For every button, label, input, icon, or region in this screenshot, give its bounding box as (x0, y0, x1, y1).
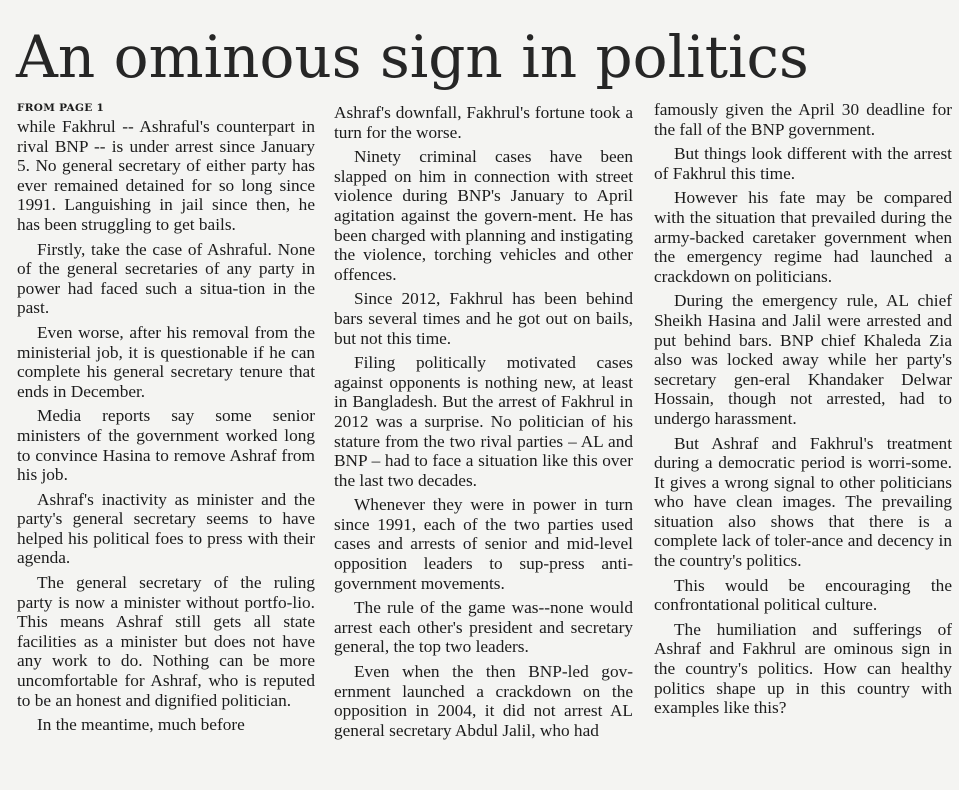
paragraph: The humiliation and sufferings of Ashraf and Fakhrul are ominous sign in the country's politics. How can healthy politics shape up in this country with examples like this? (654, 619, 952, 718)
article-column-2 (334, 103, 633, 745)
paragraph: The general secretary of the ruling party is now a minister without portfo-lio. This means Ashraf still gets all state facilities as a minister but does not have any work to do. Nothing can be more uncomfortable for Ashraf, who is reputed to be an honest and dignified politician. (17, 573, 315, 710)
paragraph: Ashraf's inactivity as minister and the party's general secretary seems to have helped his political foes to press with their agenda. (17, 489, 315, 568)
paragraph: Ashraf's downfall, Fakhrul's fortune took a turn for the worse. (334, 103, 633, 142)
paragraph: Whenever they were in power in turn since 1991, each of the two parties used cases and arrests of senior and mid-level opposition leaders to sup-press anti-government movements. (334, 495, 633, 593)
paragraph: The rule of the game was--none would arrest each other's president and secretary general, the top two leaders. (334, 598, 633, 657)
paragraph: But Ashraf and Fakhrul's treatment during a democratic period is worri-some. It gives a wrong signal to other politicians who have clean images. The prevailing situation also shows that there is a complete lack of toler-ance and decency in the country's politics. (654, 433, 952, 571)
paragraph: Firstly, take the case of Ashraful. None of the general secretaries of any party in power had faced such a situa-tion in the past. (17, 239, 315, 318)
article-column-1 (17, 100, 315, 740)
continuation-kicker: FROM PAGE 1 (17, 102, 105, 114)
paragraph: But things look different with the arrest of Fakhrul this time. (654, 144, 952, 183)
paragraph: Ninety criminal cases have been slapped on him in connection with street violence during BNP's January to April agitation against the govern-ment. He has been charged with planning and instigating the violence, torching vehicles and other offences. (334, 147, 633, 284)
article-column-3 (654, 100, 952, 723)
paragraph: This would be encouraging the confrontational political culture. (654, 575, 952, 615)
paragraph: famously given the April 30 deadline for the fall of the BNP government. (654, 100, 952, 139)
paragraph: Media reports say some senior ministers of the government worked long to convince Hasina to remove Ashraf from his job. (17, 406, 315, 485)
paragraph: Even worse, after his removal from the ministerial job, it is questionable if he can complete his general secretary tenure that ends in December. (17, 322, 315, 401)
paragraph: During the emergency rule, AL chief Sheikh Hasina and Jalil were arrested and put behind bars. BNP chief Khaleda Zia also was locked away while her party's secretary gen-eral Khandaker Delwar Hossain, though not arrested, had to undergo harassment. (654, 291, 952, 428)
paragraph: Since 2012, Fakhrul has been behind bars several times and he got out on bails, but not this time. (334, 289, 633, 348)
paragraph: while Fakhrul -- Ashraful's counterpart in rival BNP -- is under arrest since January 5. No general secretary of either party has ever remained detained for so long since 1991. Languishing in jail since then, he has been struggling to get bails. (17, 117, 315, 234)
paragraph: However his fate may be compared with the situation that prevailed during the army-backed caretaker government when the emergency regime had launched a crackdown on politicians. (654, 188, 952, 286)
paragraph: Even when the then BNP-led gov-ernment launched a crackdown on the opposition in 2004, it did not arrest AL general secretary Abdul Jalil, who had (334, 662, 633, 740)
headline: An ominous sign in politics (16, 23, 809, 91)
paragraph: In the meantime, much before (37, 715, 245, 735)
paragraph: Filing politically motivated cases against opponents is nothing new, at least in Bangladesh. But the arrest of Fakhrul in 2012 was a surprise. No politician of his stature from the two rival parties – AL and BNP – had to face a situation like this over the last two decades. (334, 353, 633, 490)
